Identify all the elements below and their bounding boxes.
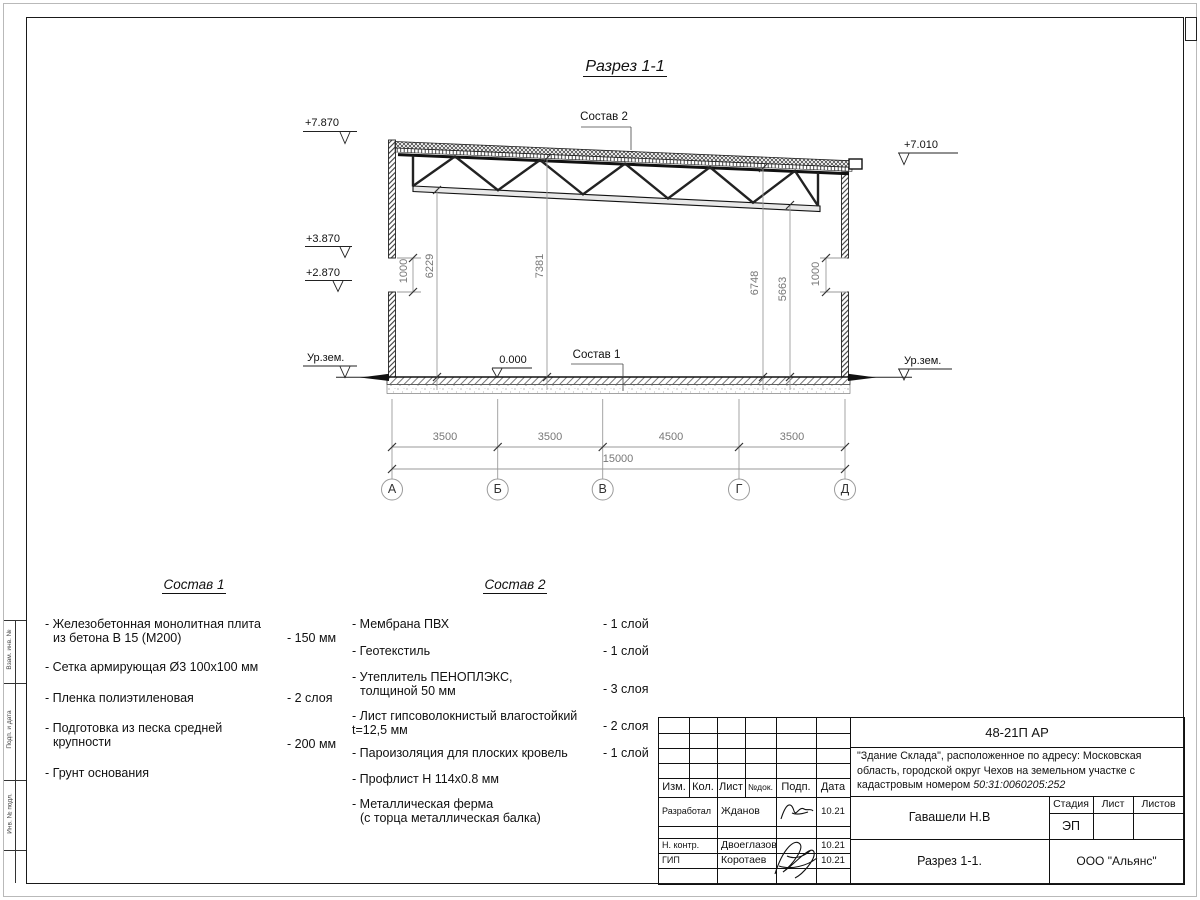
ground-level-left: Ур.зем.	[307, 352, 345, 364]
stage-value: ЭП	[1062, 819, 1080, 833]
hdim-span-3: 4500	[658, 431, 684, 443]
col-list: Лист	[719, 781, 743, 793]
col-ndoc: №док.	[748, 782, 773, 792]
axis-b: Б	[493, 482, 502, 496]
row3-role: ГИП	[662, 855, 680, 865]
side-label-inv: Инв. № подл.	[6, 793, 14, 834]
sostav1-value-3: - 2 слоя	[287, 691, 333, 705]
doc-code: 48-21П АР	[985, 725, 1049, 740]
vdim-6229: 6229	[424, 253, 436, 279]
sostav2-value-3: - 3 слоя	[603, 682, 649, 696]
signature-2	[769, 832, 823, 882]
sheets-label: Листов	[1141, 798, 1176, 810]
cadastre-number: 50:31:0060205:252	[973, 779, 1066, 791]
col-izm: Изм.	[662, 781, 686, 793]
row1-name: Жданов	[721, 805, 760, 817]
side-label-vzam: Взам. инв. №	[6, 629, 13, 670]
axis-g: Г	[735, 482, 743, 496]
walls	[389, 140, 849, 377]
row2-name: Двоеглазов	[721, 839, 777, 851]
signature-1	[778, 799, 816, 825]
vdim-6748: 6748	[749, 270, 761, 296]
sostav1-value-1: - 150 мм	[287, 631, 337, 645]
vdim-1000-right: 1000	[810, 261, 822, 287]
drawing-title: Разрез 1-1	[585, 58, 665, 75]
sostav1-item-2: - Сетка армирующая Ø3 100х100 мм	[45, 660, 259, 674]
vdim-7381: 7381	[534, 253, 546, 279]
row2-role: Н. контр.	[662, 840, 700, 850]
sostav2-value-5: - 1 слой	[603, 746, 649, 760]
elev-2870: +2.870	[306, 267, 340, 279]
ground-level-right: Ур.зем.	[904, 355, 942, 367]
elev-zero: 0.000	[499, 354, 527, 366]
floor-slab	[336, 374, 912, 394]
axis-bubbles	[382, 479, 856, 500]
row1-role: Разработал	[662, 806, 711, 816]
sostav2-value-1: - 1 слой	[603, 617, 649, 631]
hdim-span-2: 3500	[537, 431, 563, 443]
col-kol: Кол.	[692, 781, 714, 793]
title-block	[658, 717, 1185, 885]
sostav1-pointer-label: Состав 1	[572, 349, 621, 361]
elev-7010: +7.010	[904, 139, 938, 151]
sostav1-heading: Состав 1	[163, 577, 225, 592]
sostav2-item-7: - Металлическая ферма (с торца металлическая балка)	[352, 797, 541, 825]
hdim-span-4: 3500	[779, 431, 805, 443]
axis-d: Д	[840, 482, 850, 496]
object-description: "Здание Склада", расположенное по адресу: Московская область, городской округ Чехов на земельном участке с кадастровым номером 50:31:0060205:252	[857, 750, 1142, 791]
sheet-label: Лист	[1101, 798, 1125, 810]
axis-a: А	[387, 482, 397, 496]
hdim-span-1: 3500	[432, 431, 458, 443]
sostav2-value-2: - 1 слой	[603, 644, 649, 658]
row1-date: 10.21	[821, 806, 845, 817]
side-label-podp: Подп. и дата	[6, 710, 13, 749]
row3-name: Коротаев	[721, 854, 767, 866]
sostav2-item-4: - Лист гипсоволокнистый влагостойкий t=12,5 мм	[352, 709, 578, 737]
sostav2-item-3: - Утеплитель ПЕНОПЛЭКС, толщиной 50 мм	[352, 670, 513, 698]
axis-v: В	[598, 482, 607, 496]
sostav1-item-3: - Пленка полиэтиленовая	[45, 691, 194, 705]
elev-7870: +7.870	[305, 117, 339, 129]
row3-date: 10.21	[821, 855, 845, 866]
col-data: Дата	[820, 781, 846, 793]
sostav2-heading: Состав 2	[484, 577, 546, 592]
sostav1-item-5: - Грунт основания	[45, 766, 150, 780]
sostav2-item-6: - Профлист Н 114х0.8 мм	[352, 772, 499, 786]
chief-name: Гавашели Н.В	[908, 810, 991, 824]
company-name: ООО "Альянс"	[1076, 854, 1157, 868]
sostav2-item-1: - Мембрана ПВХ	[352, 617, 450, 631]
sostav2-item-5: - Пароизоляция для плоских кровель	[352, 746, 568, 760]
sheet-title: Разрез 1-1.	[917, 854, 982, 868]
stage-label: Стадия	[1053, 798, 1089, 810]
sostav2-pointer-label: Состав 2	[580, 111, 628, 123]
col-podp: Подп.	[781, 781, 811, 793]
sostav2-value-4: - 2 слоя	[603, 719, 649, 733]
row2-date: 10.21	[821, 840, 845, 851]
vdim-1000-left: 1000	[398, 258, 410, 284]
sostav1-value-4: - 200 мм	[287, 737, 337, 751]
hdim-total: 15000	[602, 453, 634, 465]
vdim-5663: 5663	[777, 276, 789, 302]
sostav1-item-4: - Подготовка из песка средней крупности	[45, 721, 223, 749]
sostav1-item-1: - Железобетонная монолитная плита из бетона В 15 (М200)	[45, 617, 261, 645]
elev-3870: +3.870	[306, 233, 340, 245]
sostav2-item-2: - Геотекстиль	[352, 644, 431, 658]
